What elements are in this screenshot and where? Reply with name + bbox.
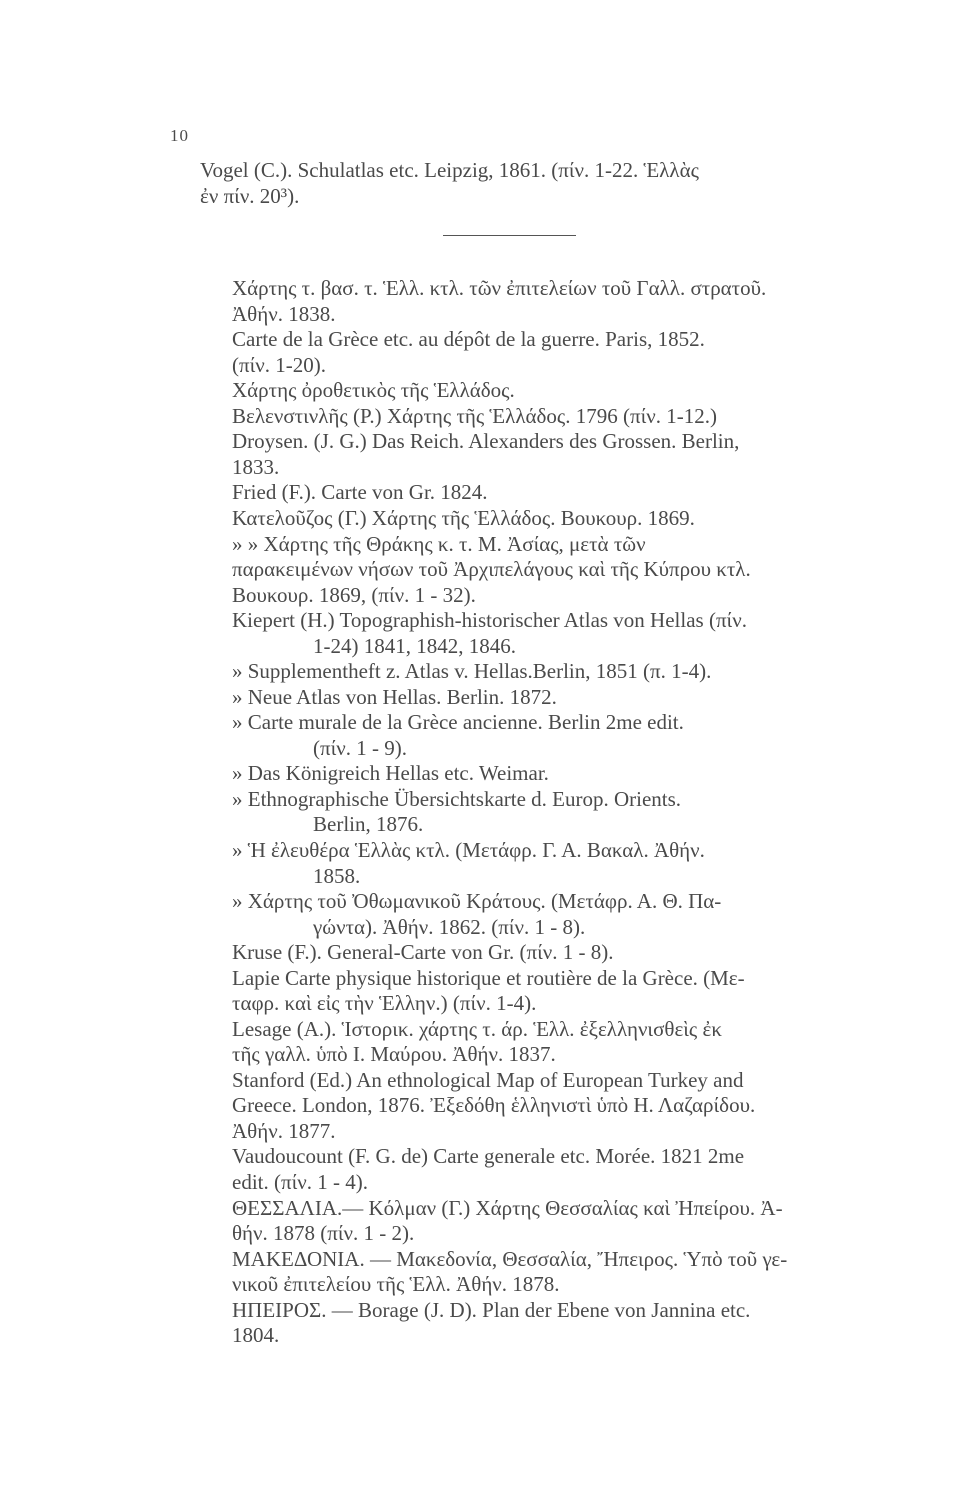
entry-line: Vogel (C.). Schulatlas etc. Leipzig, 1861. (πίν. 1-22. Ἑλλὰς [200,158,699,182]
entry-line: Vaudoucount (F. G. de) Carte generale etc. Morée. 1821 2me [232,1144,745,1168]
entry-line: » Neue Atlas von Hellas. Berlin. 1872. [232,685,557,709]
entry-line: Lesage (A.). Ἱστορικ. χάρτης τ. άρ. Ἑλλ. ἐξελληνισθεὶς ἐκ [232,1017,722,1041]
entry-line: (πίν. 1-20). [232,353,326,377]
entry-line: Fried (F.). Carte von Gr. 1824. [232,480,488,504]
entry-line: Βουκουρ. 1869, (πίν. 1 - 32). [232,583,476,607]
entry-line: Kruse (F.). General-Carte von Gr. (πίν. 1 - 8). [232,940,614,964]
entry-line: Droysen. (J. G.) Das Reich. Alexanders des Grossen. Berlin, [232,429,740,453]
entry-line: 1833. [232,455,280,479]
entry-line: Χάρτης ὀροθετικὸς τῆς Ἑλλάδος. [232,378,515,402]
entry-line: γώντα). Ἀθήν. 1862. (πίν. 1 - 8). [313,915,586,939]
entry-line: Carte de la Grèce etc. au dépôt de la guerre. Paris, 1852. [232,327,705,351]
entry-line: Χάρτης τ. βασ. τ. Ἑλλ. κτλ. τῶν ἐπιτελείων τοῦ Γαλλ. στρατοῦ. [232,276,767,300]
entry-line: » Χάρτης τοῦ Ὀθωμανικοῦ Κράτους. (Μετάφρ. Α. Θ. Πα- [232,889,722,913]
entry-line: Ἀθήν. 1838. [232,302,336,326]
entry-line: ταφρ. καὶ εἰς τὴν Ἑλλην.) (πίν. 1-4). [232,991,537,1015]
entry-line: » » Χάρτης τῆς Θράκης κ. τ. Μ. Ἀσίας, μετὰ τῶν [232,532,646,556]
entry-line: 1-24) 1841, 1842, 1846. [313,634,516,658]
section-divider [443,235,576,236]
entry-line: » Ethnographische Übersichtskarte d. Europ. Orients. [232,787,682,811]
entry-line: Βελενστινλῆς (Ρ.) Χάρτης τῆς Ἑλλάδος. 1796 (πίν. 1-12.) [232,404,717,428]
entry-line: τῆς γαλλ. ὑπὸ Ι. Μαύρου. Ἀθήν. 1837. [232,1042,556,1066]
entry-line: Κατελοῦζος (Γ.) Χάρτης τῆς Ἑλλάδος. Βουκουρ. 1869. [232,506,695,530]
entry-line: Ἀθήν. 1877. [232,1119,336,1143]
entry-line: Lapie Carte physique historique et routière de la Grèce. (Με- [232,966,745,990]
entry-line: ΘΕΣΣΑΛΙΑ.— Κόλμαν (Γ.) Χάρτης Θεσσαλίας καὶ Ἠπείρου. Ἀ- [232,1196,783,1220]
entry-line: νικοῦ ἐπιτελείου τῆς Ἑλλ. Ἀθήν. 1878. [232,1272,560,1296]
entry-line: θήν. 1878 (πίν. 1 - 2). [232,1221,415,1245]
entry-line: ἐν πίν. 20³). [200,184,300,208]
page-number: 10 [170,126,189,145]
entry-line: 1858. [313,864,361,888]
entry-line: (πίν. 1 - 9). [313,736,407,760]
entry-line: παρακειμένων νήσων τοῦ Ἀρχιπελάγους καὶ τῆς Κύπρου κτλ. [232,557,751,581]
entry-line: ΜΑΚΕΔΟΝΙΑ. — Μακεδονία, Θεσσαλία, Ἤπειρος. Ὑπὸ τοῦ γε- [232,1247,788,1271]
entry-line: ΗΠΕΙΡΟΣ. — Borage (J. D). Plan der Ebene von Jannina etc. [232,1298,751,1322]
entry-line: » Carte murale de la Grèce ancienne. Berlin 2me edit. [232,710,684,734]
entry-line: » Das Königreich Hellas etc. Weimar. [232,761,549,785]
entry-line: edit. (πίν. 1 - 4). [232,1170,368,1194]
entry-line: Kiepert (H.) Topographish-historischer Atlas von Hellas (πίν. [232,608,747,632]
entry-line: Greece. London, 1876. Ἐξεδόθη ἑλληνιστὶ ὑπὸ Η. Λαζαρίδου. [232,1093,756,1117]
entry-line: Berlin, 1876. [313,812,424,836]
entry-line: 1804. [232,1323,280,1347]
entry-line: » Supplementheft z. Atlas v. Hellas.Berlin, 1851 (π. 1-4). [232,659,712,683]
entry-line: » Ἡ ἐλευθέρα Ἑλλὰς κτλ. (Μετάφρ. Γ. Α. Βακαλ. Ἀθήν. [232,838,705,862]
entry-line: Stanford (Ed.) An ethnological Map of European Turkey and [232,1068,744,1092]
